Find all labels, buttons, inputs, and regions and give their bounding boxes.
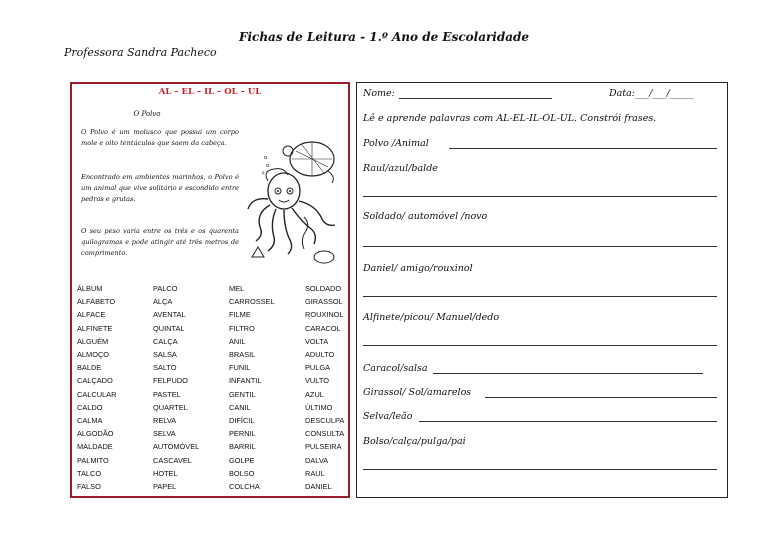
word-cell: CALMA	[77, 415, 103, 425]
word-cell: TALCO	[77, 468, 102, 478]
answer-line-6[interactable]	[433, 373, 703, 374]
word-cell: ALFABETO	[77, 297, 116, 307]
word-row	[77, 440, 347, 453]
word-cell: SOLDADO	[305, 284, 342, 294]
answer-line-2[interactable]	[363, 196, 717, 197]
word-row	[77, 308, 347, 321]
answer-line-7[interactable]	[485, 397, 717, 398]
word-cell: DALVA	[305, 455, 329, 465]
word-row	[77, 348, 347, 361]
svg-text:o: o	[262, 170, 265, 175]
word-cell: PASTEL	[153, 389, 181, 399]
prompt-7: Girassol/ Sol/amarelos	[363, 387, 472, 398]
word-cell: CALÇA	[153, 336, 178, 346]
word-cell: ALGODÃO	[77, 429, 114, 439]
word-cell: CANIL	[229, 402, 251, 412]
answer-line-8[interactable]	[419, 421, 717, 422]
word-row	[77, 427, 347, 440]
word-cell: FELPUDO	[153, 376, 188, 386]
word-cell: ALÇA	[153, 297, 173, 307]
prompt-8: Selva/leão	[363, 411, 413, 422]
word-cell: ÁLBUM	[77, 284, 103, 294]
name-label: Nome:	[363, 88, 395, 99]
word-cell: COLCHA	[229, 481, 260, 491]
word-cell: VOLTA	[305, 336, 329, 346]
word-cell: AVENTAL	[153, 310, 186, 320]
word-cell: GOLPE	[229, 455, 255, 465]
story-paragraph-1: O Polvo é um molusco que possui um corpo mole e oito tentáculos que saem da cabeça.	[81, 128, 239, 147]
word-cell: MALDADE	[77, 442, 113, 452]
word-cell: ALMOÇO	[77, 350, 110, 360]
word-row	[77, 401, 347, 414]
word-cell: SALTO	[153, 363, 177, 373]
svg-text:o: o	[266, 163, 270, 169]
word-cell: DIFÍCIL	[229, 415, 255, 425]
word-cell: CASCAVEL	[153, 455, 192, 465]
prompt-4: Daniel/ amigo/rouxinol	[363, 263, 473, 274]
answer-line-9[interactable]	[363, 469, 717, 470]
word-cell: ANIL	[229, 336, 246, 346]
word-cell: GIRASSOL	[305, 297, 343, 307]
word-cell: PERNIL	[229, 429, 256, 439]
word-row	[77, 322, 347, 335]
date-label: Data:___/___/_____	[609, 88, 694, 99]
word-row	[77, 335, 347, 348]
word-row	[77, 388, 347, 401]
word-cell: CALÇADO	[77, 376, 113, 386]
word-row	[77, 295, 347, 308]
word-row	[77, 414, 347, 427]
word-cell: CARACOL	[305, 323, 341, 333]
word-cell: RELVA	[153, 415, 177, 425]
exercise-panel	[356, 82, 728, 498]
word-cell: QUINTAL	[153, 323, 185, 333]
prompt-1: Polvo /Animal	[363, 138, 429, 149]
teacher-name: Professora Sandra Pacheco	[64, 46, 217, 59]
word-cell: PALCO	[153, 284, 178, 294]
word-cell: PULSEIRA	[305, 442, 342, 452]
word-row	[77, 453, 347, 466]
word-cell: HOTEL	[153, 468, 178, 478]
word-cell: BALDE	[77, 363, 102, 373]
word-cell: AUTOMÓVEL	[153, 442, 200, 452]
story-paragraph-2: Encontrado em ambientes marinhos, o Polvo é um animal que vive solitário e escondido entre pedras e grutas.	[81, 173, 239, 203]
word-cell: PAPEL	[153, 481, 177, 491]
answer-line-4[interactable]	[363, 296, 717, 297]
word-cell: DANIEL	[305, 481, 332, 491]
prompt-6: Caracol/salsa	[363, 363, 428, 374]
word-cell: PALMITO	[77, 455, 109, 465]
word-table	[77, 282, 347, 493]
word-cell: FILTRO	[229, 323, 255, 333]
word-cell: CONSULTA	[305, 429, 345, 439]
word-cell: RAUL	[305, 468, 325, 478]
word-cell: GENTIL	[229, 389, 256, 399]
word-cell: INFANTIL	[229, 376, 262, 386]
word-cell: FALSO	[77, 481, 101, 491]
word-cell: VULTO	[305, 376, 329, 386]
prompt-5: Alfinete/picou/ Manuel/dedo	[363, 312, 500, 323]
word-cell: ADULTO	[305, 350, 335, 360]
instruction: Lê e aprende palavras com AL-EL-IL-OL-UL. Constrói frases.	[363, 113, 657, 124]
word-cell: ÚLTIMO	[305, 402, 333, 412]
prompt-3: Soldado/ automóvel /novo	[363, 211, 488, 222]
word-cell: AZUL	[305, 389, 324, 399]
word-cell: ROUXINOL	[305, 310, 344, 320]
word-cell: DESCULPA	[305, 415, 345, 425]
word-cell: FILME	[229, 310, 251, 320]
prompt-9: Bolso/calça/pulga/pai	[363, 436, 466, 447]
word-cell: CALDO	[77, 402, 103, 412]
syllable-heading: AL – EL – IL – OL – UL	[158, 87, 262, 97]
word-cell: SELVA	[153, 429, 176, 439]
answer-line-3[interactable]	[363, 246, 717, 247]
svg-text:o: o	[264, 155, 268, 161]
answer-line-1[interactable]	[449, 148, 717, 149]
story-title: O Polvo	[133, 110, 161, 118]
word-cell: PULGA	[305, 363, 331, 373]
word-cell: BOLSO	[229, 468, 255, 478]
worksheet-title: Fichas de Leitura - 1.º Ano de Escolaridade	[238, 30, 530, 44]
word-cell: MEL	[229, 284, 245, 294]
word-cell: CARROSSEL	[229, 297, 275, 307]
word-row	[77, 467, 347, 480]
word-row	[77, 361, 347, 374]
word-row	[77, 480, 347, 493]
prompt-2: Raul/azul/balde	[363, 163, 438, 174]
word-cell: BRASIL	[229, 350, 256, 360]
octopus-icon	[244, 129, 344, 269]
word-cell: BARRIL	[229, 442, 256, 452]
answer-line-5[interactable]	[363, 345, 717, 346]
word-cell: ALFINETE	[77, 323, 113, 333]
word-row	[77, 374, 347, 387]
word-cell: ALGUÉM	[77, 336, 109, 346]
word-cell: SALSA	[153, 350, 177, 360]
story-paragraph-3: O seu peso varia entre os três e os quarenta quilogramas e pode atingir até três metros de comprimento.	[81, 227, 239, 257]
word-cell: ALFACE	[77, 310, 106, 320]
reading-panel	[70, 82, 350, 498]
word-cell: CALCULAR	[77, 389, 117, 399]
word-row	[77, 282, 347, 295]
name-input-line[interactable]	[399, 98, 552, 99]
word-cell: QUARTEL	[153, 402, 188, 412]
word-cell: FUNIL	[229, 363, 251, 373]
